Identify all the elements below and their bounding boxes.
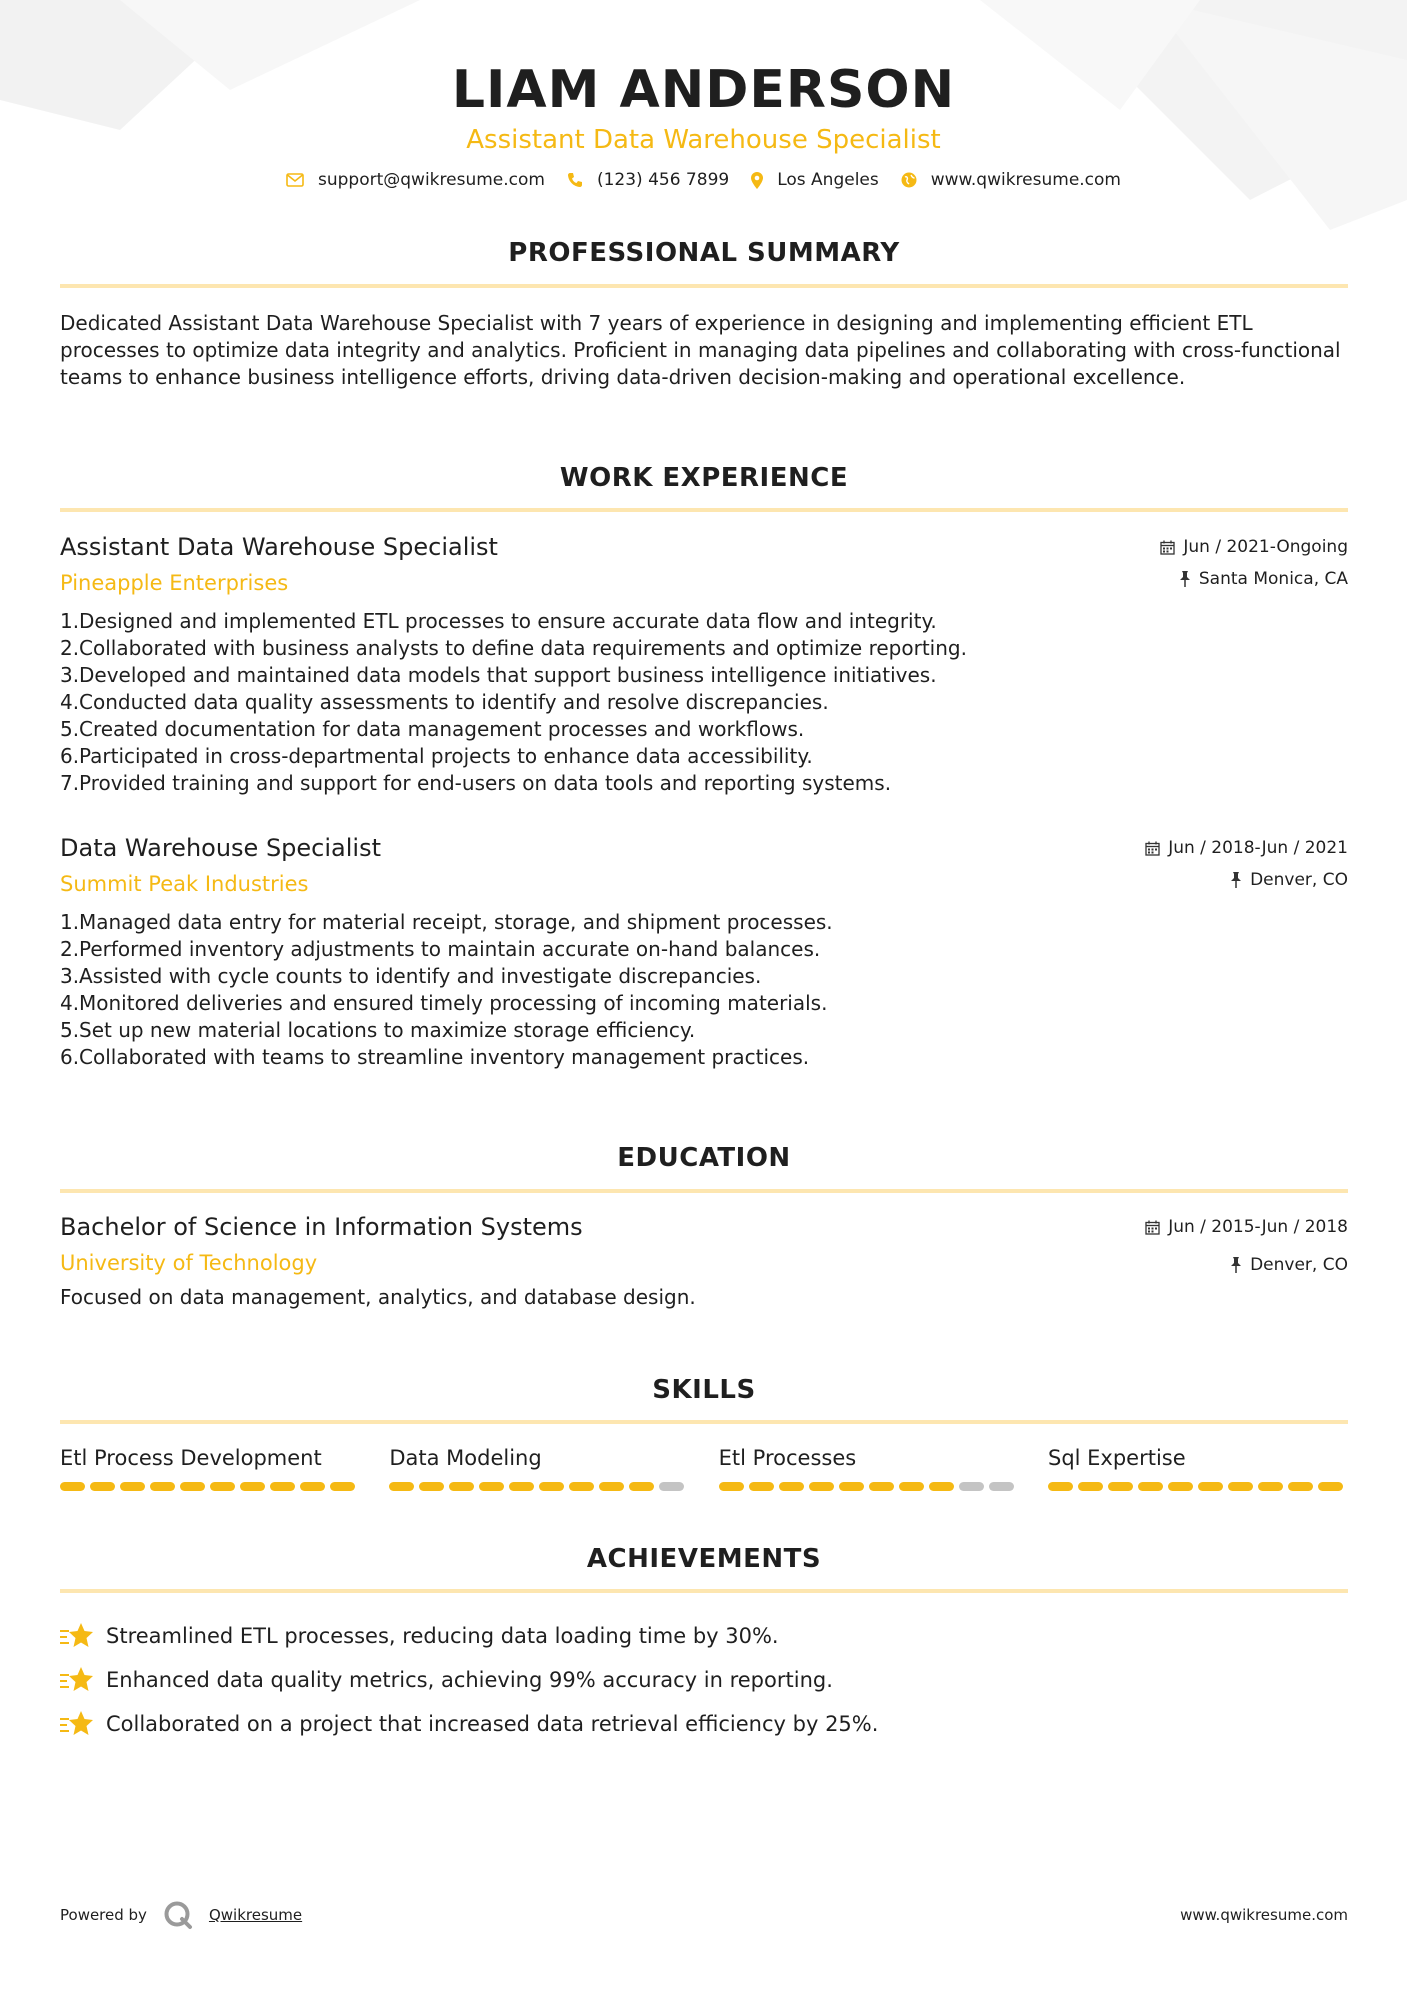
- list-item: 7. Provided training and support for end-users on data tools and reporting systems.: [60, 771, 892, 795]
- section-title-skills: SKILLS: [652, 1375, 756, 1405]
- achievement-item: [60, 1658, 1348, 1702]
- website-text: www.qwikresume.com: [930, 170, 1121, 190]
- list-item: 6. Participated in cross-departmental projects to enhance data accessibility.: [60, 744, 813, 768]
- phone-icon: [567, 172, 583, 188]
- job-dates: Jun / 2018-Jun / 2021: [1168, 838, 1348, 858]
- candidate-name: LIAM ANDERSON: [451, 60, 956, 120]
- summary-text: Dedicated Assistant Data Warehouse Specialist with 7 years of experience in designing and implementing efficient ETL processes to optimize data integrity and analytics. Proficient in managing data pipelines and collaborating with cross-functional teams to enhance business intelligence efforts, driving data-driven decision-making and operational excellence.: [60, 311, 1341, 389]
- skill-segment: [539, 1482, 564, 1491]
- job-bullets: [60, 608, 1348, 797]
- achievements-list: [60, 1614, 1348, 1746]
- skill-segment: [210, 1482, 235, 1491]
- section-divider: [60, 1589, 1348, 1593]
- education-meta: [1145, 1212, 1348, 1280]
- skill-segment: [719, 1482, 744, 1491]
- calendar-icon: [1145, 1220, 1160, 1235]
- candidate-title: Assistant Data Warehouse Specialist: [466, 125, 941, 155]
- skill-rating-bar: [1048, 1482, 1348, 1491]
- section-divider: [60, 1189, 1348, 1193]
- job-title: Data Warehouse Specialist: [60, 834, 381, 862]
- skill-segment: [1258, 1482, 1283, 1491]
- email-text: support@qwikresume.com: [318, 170, 545, 190]
- job-company: Pineapple Enterprises: [60, 571, 289, 595]
- skill-segment: [90, 1482, 115, 1491]
- achievement-item: [60, 1702, 1348, 1746]
- skill-segment: [1168, 1482, 1193, 1491]
- skill-segment: [509, 1482, 534, 1491]
- skill-segment: [150, 1482, 175, 1491]
- section-divider: [60, 284, 1348, 288]
- skill-segment: [809, 1482, 834, 1491]
- skill-segment: [899, 1482, 924, 1491]
- list-item: 5. Set up new material locations to maximize storage efficiency.: [60, 1018, 696, 1042]
- skill-segment: [300, 1482, 325, 1491]
- education-description: Focused on data management, analytics, and database design.: [60, 1285, 696, 1309]
- contact-email[interactable]: [286, 170, 545, 190]
- contact-phone[interactable]: [567, 170, 729, 190]
- star-icon: [60, 1709, 94, 1739]
- star-icon: [60, 1621, 94, 1651]
- powered-by-label: Powered by: [60, 1906, 147, 1924]
- skill-item: [60, 1444, 360, 1491]
- skill-segment: [569, 1482, 594, 1491]
- skill-name: Etl Process Development: [60, 1446, 322, 1470]
- skill-segment: [779, 1482, 804, 1491]
- job-entry: [60, 833, 1348, 1071]
- skill-segment: [1048, 1482, 1073, 1491]
- skill-segment: [1318, 1482, 1343, 1491]
- footer-website[interactable]: www.qwikresume.com: [1180, 1906, 1348, 1924]
- education-entry: [60, 1212, 1348, 1311]
- job-dates: Jun / 2021-Ongoing: [1183, 537, 1348, 557]
- skill-segment: [1288, 1482, 1313, 1491]
- skill-name: Data Modeling: [389, 1446, 542, 1470]
- section-title-summary: PROFESSIONAL SUMMARY: [508, 238, 900, 268]
- qwikresume-link[interactable]: Qwikresume: [208, 1906, 303, 1924]
- skill-item: [719, 1444, 1019, 1491]
- skill-segment: [449, 1482, 474, 1491]
- school-name: University of Technology: [60, 1251, 318, 1275]
- list-item: 1. Managed data entry for material receipt, storage, and shipment processes.: [60, 910, 833, 934]
- job-title: Assistant Data Warehouse Specialist: [60, 533, 498, 561]
- skill-segment: [599, 1482, 624, 1491]
- powered-by: [60, 1900, 302, 1930]
- skill-segment: [479, 1482, 504, 1491]
- map-pin-icon: [751, 172, 763, 189]
- section-divider: [60, 508, 1348, 512]
- list-item: 4. Conducted data quality assessments to identify and resolve discrepancies.: [60, 690, 829, 714]
- calendar-icon: [1160, 540, 1175, 555]
- phone-text: (123) 456 7899: [596, 170, 730, 190]
- envelope-icon: [286, 173, 304, 187]
- skill-segment: [659, 1482, 684, 1491]
- location-text: Los Angeles: [777, 170, 879, 190]
- skill-segment: [419, 1482, 444, 1491]
- pushpin-icon: [1230, 1257, 1242, 1273]
- skill-segment: [959, 1482, 984, 1491]
- skill-rating-bar: [389, 1482, 689, 1491]
- skill-segment: [989, 1482, 1014, 1491]
- skill-segment: [60, 1482, 85, 1491]
- list-item: 5. Created documentation for data management processes and workflows.: [60, 717, 805, 741]
- job-company: Summit Peak Industries: [60, 872, 309, 896]
- skill-segment: [749, 1482, 774, 1491]
- skill-segment: [389, 1482, 414, 1491]
- section-title-education: EDUCATION: [617, 1143, 791, 1173]
- skill-segment: [1138, 1482, 1163, 1491]
- list-item: 6. Collaborated with teams to streamline inventory management practices.: [60, 1045, 810, 1069]
- job-bullets: [60, 909, 1348, 1071]
- pushpin-icon: [1230, 872, 1242, 888]
- section-title-achievements: ACHIEVEMENTS: [586, 1544, 822, 1574]
- skill-segment: [1228, 1482, 1253, 1491]
- skill-segment: [1078, 1482, 1103, 1491]
- skill-segment: [1198, 1482, 1223, 1491]
- section-divider: [60, 1420, 1348, 1424]
- achievement-text: Streamlined ETL processes, reducing data loading time by 30%.: [106, 1624, 779, 1648]
- calendar-icon: [1145, 841, 1160, 856]
- star-icon: [60, 1665, 94, 1695]
- skill-segment: [180, 1482, 205, 1491]
- contact-location: [751, 170, 879, 190]
- skill-segment: [839, 1482, 864, 1491]
- job-entry: [60, 532, 1348, 797]
- list-item: 1. Designed and implemented ETL processes to ensure accurate data flow and integrity.: [60, 609, 937, 633]
- job-location: Denver, CO: [1250, 870, 1348, 890]
- contact-website[interactable]: [901, 170, 1121, 190]
- job-meta: [1145, 833, 1348, 895]
- skill-segment: [929, 1482, 954, 1491]
- achievement-text: Collaborated on a project that increased data retrieval efficiency by 25%.: [106, 1712, 879, 1736]
- achievement-item: [60, 1614, 1348, 1658]
- list-item: 2. Performed inventory adjustments to maintain accurate on-hand balances.: [60, 937, 821, 961]
- skill-item: [389, 1444, 689, 1491]
- skill-name: Etl Processes: [718, 1446, 857, 1470]
- list-item: 2. Collaborated with business analysts to define data requirements and optimize reporting.: [60, 636, 967, 660]
- section-title-experience: WORK EXPERIENCE: [559, 463, 849, 493]
- skill-segment: [240, 1482, 265, 1491]
- list-item: 3. Developed and maintained data models that support business intelligence initiatives.: [60, 663, 937, 687]
- resume-header: [0, 58, 1407, 156]
- education-location: Denver, CO: [1250, 1255, 1348, 1275]
- contact-bar: [0, 170, 1407, 190]
- qwikresume-logo-icon: [163, 1900, 193, 1930]
- achievement-text: Enhanced data quality metrics, achieving 99% accuracy in reporting.: [106, 1668, 833, 1692]
- skill-segment: [629, 1482, 654, 1491]
- degree-title: Bachelor of Science in Information Systems: [60, 1213, 583, 1241]
- pushpin-icon: [1179, 571, 1191, 587]
- skills-grid: [60, 1444, 1348, 1491]
- skill-rating-bar: [60, 1482, 360, 1491]
- skill-segment: [869, 1482, 894, 1491]
- skill-segment: [120, 1482, 145, 1491]
- skill-name: Sql Expertise: [1047, 1446, 1186, 1470]
- skill-segment: [1108, 1482, 1133, 1491]
- globe-icon: [901, 172, 917, 188]
- job-location: Santa Monica, CA: [1198, 569, 1348, 589]
- list-item: 3. Assisted with cycle counts to identify and investigate discrepancies.: [60, 964, 762, 988]
- footer: [60, 1900, 1348, 1930]
- skill-rating-bar: [719, 1482, 1019, 1491]
- skill-item: [1048, 1444, 1348, 1491]
- education-dates: Jun / 2015-Jun / 2018: [1168, 1217, 1348, 1237]
- list-item: 4. Monitored deliveries and ensured timely processing of incoming materials.: [60, 991, 828, 1015]
- skill-segment: [270, 1482, 295, 1491]
- job-meta: [1160, 532, 1348, 594]
- skill-segment: [330, 1482, 355, 1491]
